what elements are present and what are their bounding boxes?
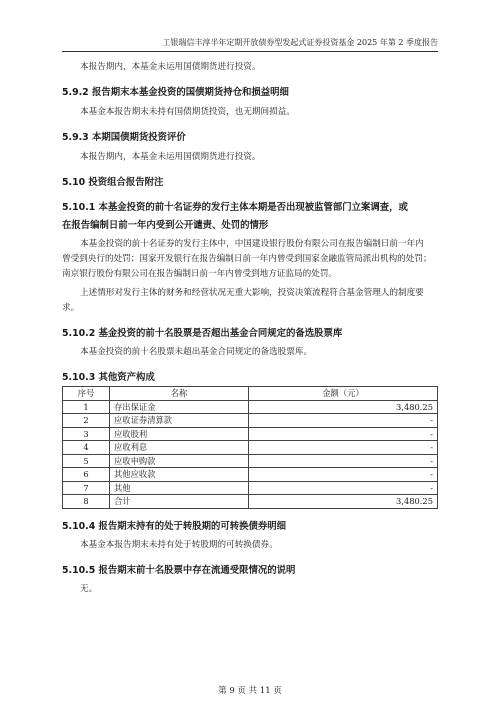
row-index: 7 <box>63 481 110 495</box>
row-name: 应收股利 <box>110 427 249 441</box>
row-index: 3 <box>63 427 110 441</box>
row-name: 存出保证金 <box>110 400 249 414</box>
row-name: 其他应收款 <box>110 468 249 482</box>
row-amount: - <box>249 454 438 468</box>
section-5-10-1-para1-line1: 本基金投资的前十名证券的发行主体中，中国建设银行股份有限公司在报告编制日前一年内 <box>80 239 424 249</box>
row-amount: 3,480.25 <box>249 400 438 414</box>
section-5-10-5-heading: 5.10.5 报告期末前十名股票中存在流通受限情况的说明 <box>62 564 296 576</box>
header-rule <box>62 51 438 52</box>
section-5-10-1-heading-line1: 5.10.1 本基金投资的前十名证券的发行主体本期是否出现被监管部门立案调查，或 <box>62 202 408 213</box>
row-amount: - <box>249 468 438 482</box>
row-amount: - <box>249 441 438 455</box>
column-header-index: 序号 <box>63 387 110 401</box>
page-footer: 第 9 页 共 11 页 <box>218 686 282 696</box>
row-amount: 3,480.25 <box>249 495 438 509</box>
table-row <box>63 454 438 468</box>
row-amount: - <box>249 414 438 428</box>
section-5-9-3-body: 本报告期内，本基金未运用国债期货进行投资。 <box>80 152 261 162</box>
section-5-10-4-body: 本基金本报告期末未持有处于转股期的可转换债券。 <box>80 539 278 550</box>
table-row <box>63 427 438 441</box>
table-row <box>63 414 438 428</box>
section-5-10-1-para2-line2: 求。 <box>62 303 80 313</box>
section-5-9-2-body: 本基金本报告期末未持有国债期货投资，也无期间损益。 <box>80 107 295 117</box>
row-name: 合计 <box>110 495 249 509</box>
row-amount: - <box>249 427 438 441</box>
row-name: 应收证券清算款 <box>110 414 249 428</box>
other-assets-table <box>62 386 438 509</box>
row-name: 应收申购款 <box>110 454 249 468</box>
table-header-row <box>63 387 438 401</box>
row-amount: - <box>249 481 438 495</box>
table-row <box>63 495 438 509</box>
table-row <box>63 441 438 455</box>
row-index: 5 <box>63 454 110 468</box>
section-5-10-heading: 5.10 投资组合报告附注 <box>62 177 164 188</box>
section-5-10-2-heading: 5.10.2 基金投资的前十名股票是否超出基金合同规定的备选股票库 <box>62 328 343 339</box>
section-5-10-1-para2-line1: 上述情形对发行主体的财务和经营状况无重大影响，投资决策流程符合基金管理人的制度要 <box>80 288 424 298</box>
section-5-9-3-heading: 5.9.3 本期国债期货投资评价 <box>62 132 186 143</box>
row-index: 2 <box>63 414 110 428</box>
column-header-amount: 金额（元） <box>249 387 438 401</box>
section-5-10-5-body: 无。 <box>80 583 98 594</box>
page-content <box>62 60 438 597</box>
treasury-intro-paragraph: 本报告期内，本基金未运用国债期货进行投资。 <box>80 62 261 72</box>
section-5-10-1-heading-line2: 在报告编制日前一年内受到公开谴责、处罚的情形 <box>62 220 269 231</box>
section-5-9-2-heading: 5.9.2 报告期末本基金投资的国债期货持仓和损益明细 <box>62 87 289 98</box>
row-index: 8 <box>63 495 110 509</box>
table-row <box>63 468 438 482</box>
column-header-name: 名称 <box>110 387 249 401</box>
page-header: 工银瑞信丰淳半年定期开放债券型发起式证券投资基金 2025 年第 2 季度报告 <box>162 38 438 47</box>
section-5-10-1-para1-line2: 曾受到央行的处罚；国家开发银行在报告编制日前一年内曾受到国家金融监管局派出机构的处罚； <box>62 254 432 264</box>
row-index: 4 <box>63 441 110 455</box>
section-5-10-2-body: 本基金投资的前十名股票未超出基金合同规定的备选股票库。 <box>80 347 313 357</box>
row-name: 应收利息 <box>110 441 249 455</box>
row-index: 6 <box>63 468 110 482</box>
section-5-10-3-heading: 5.10.3 其他资产构成 <box>62 372 155 383</box>
row-name: 其他 <box>110 481 249 495</box>
section-5-10-1-para1-line3: 南京银行股份有限公司在报告编制日前一年内曾受到地方证监局的处罚。 <box>62 269 338 279</box>
section-5-10-4-heading: 5.10.4 报告期末持有的处于转股期的可转换债券明细 <box>62 520 286 532</box>
table-row <box>63 481 438 495</box>
table-row <box>63 400 438 414</box>
row-index: 1 <box>63 400 110 414</box>
